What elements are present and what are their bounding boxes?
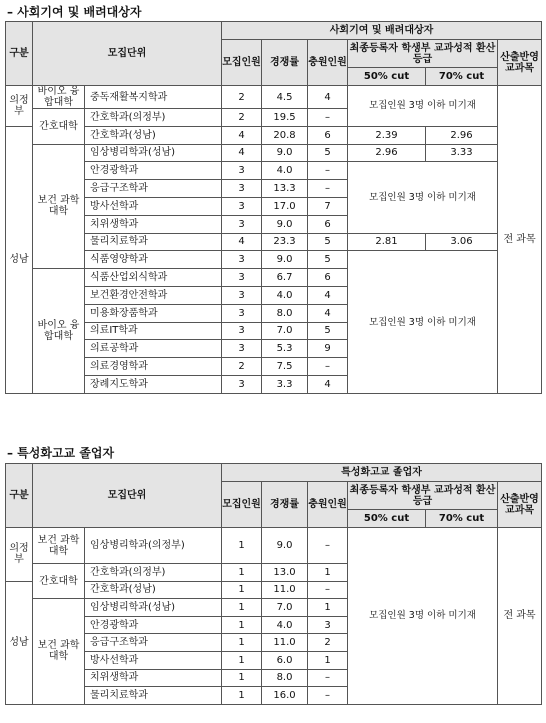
competition-cell: 4.0 (262, 286, 308, 304)
cut50-cell: 2.39 (348, 126, 426, 144)
dept-cell: 장례지도학과 (85, 375, 222, 393)
capacity-cell: 1 (222, 634, 262, 652)
extra-cell: 1 (308, 651, 348, 669)
note-cell: 모집인원 3명 이하 미기재 (348, 162, 498, 233)
dept-cell: 미용화장품학과 (85, 304, 222, 322)
extra-cell: 1 (308, 564, 348, 582)
extra-cell: 2 (308, 634, 348, 652)
extra-cell: 5 (308, 144, 348, 162)
capacity-cell: 4 (222, 126, 262, 144)
capacity-cell: 3 (222, 162, 262, 180)
competition-cell: 11.0 (262, 581, 308, 599)
extra-cell: 4 (308, 375, 348, 393)
competition-cell: 9.0 (262, 528, 308, 564)
capacity-cell: 1 (222, 564, 262, 582)
competition-cell: 7.0 (262, 599, 308, 617)
dept-cell: 간호학과(성남) (85, 126, 222, 144)
extra-cell: 9 (308, 340, 348, 358)
dept-cell: 식품산업외식학과 (85, 269, 222, 287)
competition-cell: 9.0 (262, 144, 308, 162)
dept-cell: 안경광학과 (85, 616, 222, 634)
capacity-cell: 4 (222, 144, 262, 162)
dept-cell: 식품영양학과 (85, 251, 222, 269)
note-cell: 모집인원 3명 이하 미기재 (348, 528, 498, 705)
competition-cell: 4.5 (262, 86, 308, 109)
competition-cell: 19.5 (262, 109, 308, 127)
dept-cell: 응급구조학과 (85, 180, 222, 198)
dept-cell: 중독재활복지학과 (85, 86, 222, 109)
competition-cell: 23.3 (262, 233, 308, 251)
extra-cell: 7 (308, 197, 348, 215)
extra-cell: 5 (308, 233, 348, 251)
capacity-cell: 1 (222, 581, 262, 599)
college-cell: 간호대학 (33, 564, 85, 599)
extra-cell: 5 (308, 322, 348, 340)
college-cell: 보건 과학대학 (33, 599, 85, 705)
capacity-cell: 1 (222, 599, 262, 617)
header-subjects: 산출반영교과목 (498, 40, 542, 86)
extra-cell: – (308, 687, 348, 705)
dept-cell: 보건환경안전학과 (85, 286, 222, 304)
header-group: 사회기여 및 배려대상자 (222, 22, 542, 40)
capacity-cell: 3 (222, 215, 262, 233)
competition-cell: 9.0 (262, 215, 308, 233)
extra-cell: – (308, 358, 348, 376)
capacity-cell: 1 (222, 528, 262, 564)
section2-title: – 특성화고교 졸업자 (7, 446, 115, 460)
dept-cell: 의료공학과 (85, 340, 222, 358)
capacity-cell: 3 (222, 197, 262, 215)
competition-cell: 5.3 (262, 340, 308, 358)
extra-cell: 4 (308, 86, 348, 109)
extra-cell: – (308, 528, 348, 564)
cut70-cell: 3.06 (426, 233, 498, 251)
capacity-cell: 2 (222, 86, 262, 109)
campus-cell: 의정부 (6, 528, 33, 582)
cut70-cell: 3.33 (426, 144, 498, 162)
capacity-cell: 1 (222, 669, 262, 687)
capacity-cell: 1 (222, 651, 262, 669)
social-contribution-table (5, 21, 542, 394)
header-subjects: 산출반영교과목 (498, 482, 542, 528)
competition-cell: 20.8 (262, 126, 308, 144)
dept-cell: 방사선학과 (85, 197, 222, 215)
header-gubun: 구분 (6, 22, 33, 86)
cut50-cell: 2.81 (348, 233, 426, 251)
competition-cell: 4.0 (262, 162, 308, 180)
competition-cell: 16.0 (262, 687, 308, 705)
specialized-hs-table (5, 463, 542, 705)
capacity-cell: 1 (222, 616, 262, 634)
dept-cell: 치위생학과 (85, 215, 222, 233)
extra-cell: 1 (308, 599, 348, 617)
college-cell: 보건 과학대학 (33, 144, 85, 269)
header-cut50: 50% cut (348, 68, 426, 86)
dept-cell: 의료경영학과 (85, 358, 222, 376)
capacity-cell: 3 (222, 375, 262, 393)
subjects-cell: 전 과목 (498, 86, 542, 394)
competition-cell: 7.5 (262, 358, 308, 376)
cut50-cell: 2.96 (348, 144, 426, 162)
dept-cell: 안경광학과 (85, 162, 222, 180)
header-extra: 충원인원 (308, 482, 348, 528)
dept-cell: 임상병리학과(성남) (85, 144, 222, 162)
extra-cell: – (308, 581, 348, 599)
header-competition: 경쟁률 (262, 40, 308, 86)
extra-cell: – (308, 669, 348, 687)
note-cell: 모집인원 3명 이하 미기재 (348, 86, 498, 127)
capacity-cell: 3 (222, 180, 262, 198)
capacity-cell: 3 (222, 340, 262, 358)
dept-cell: 간호학과(의정부) (85, 109, 222, 127)
competition-cell: 3.3 (262, 375, 308, 393)
college-cell: 바이오 융합대학 (33, 86, 85, 109)
extra-cell: 3 (308, 616, 348, 634)
dept-cell: 물리치료학과 (85, 233, 222, 251)
competition-cell: 8.0 (262, 304, 308, 322)
capacity-cell: 2 (222, 358, 262, 376)
header-group: 특성화고교 졸업자 (222, 464, 542, 482)
capacity-cell: 3 (222, 286, 262, 304)
campus-cell: 의정부 (6, 86, 33, 127)
dept-cell: 응급구조학과 (85, 634, 222, 652)
header-competition: 경쟁률 (262, 482, 308, 528)
header-extra: 충원인원 (308, 40, 348, 86)
dept-cell: 간호학과(성남) (85, 581, 222, 599)
extra-cell: 4 (308, 286, 348, 304)
header-final-grade: 최종등록자 학생부 교과성적 환산등급 (348, 40, 498, 68)
dept-cell: 치위생학과 (85, 669, 222, 687)
college-cell: 간호대학 (33, 109, 85, 145)
competition-cell: 4.0 (262, 616, 308, 634)
header-capacity: 모집인원 (222, 482, 262, 528)
competition-cell: 9.0 (262, 251, 308, 269)
extra-cell: – (308, 162, 348, 180)
capacity-cell: 2 (222, 109, 262, 127)
extra-cell: 5 (308, 251, 348, 269)
competition-cell: 13.0 (262, 564, 308, 582)
capacity-cell: 3 (222, 251, 262, 269)
extra-cell: – (308, 109, 348, 127)
extra-cell: 6 (308, 126, 348, 144)
dept-cell: 간호학과(의정부) (85, 564, 222, 582)
note-cell: 모집인원 3명 이하 미기재 (348, 251, 498, 393)
section1-title: – 사회기여 및 배려대상자 (7, 5, 142, 19)
competition-cell: 17.0 (262, 197, 308, 215)
header-cut50: 50% cut (348, 510, 426, 528)
dept-cell: 의료IT학과 (85, 322, 222, 340)
competition-cell: 8.0 (262, 669, 308, 687)
competition-cell: 6.0 (262, 651, 308, 669)
competition-cell: 13.3 (262, 180, 308, 198)
dept-cell: 방사선학과 (85, 651, 222, 669)
header-gubun: 구분 (6, 464, 33, 528)
cut70-cell: 2.96 (426, 126, 498, 144)
capacity-cell: 3 (222, 304, 262, 322)
college-cell: 보건 과학대학 (33, 528, 85, 564)
header-unit: 모집단위 (33, 464, 222, 528)
header-final-grade: 최종등록자 학생부 교과성적 환산등급 (348, 482, 498, 510)
capacity-cell: 3 (222, 269, 262, 287)
extra-cell: – (308, 180, 348, 198)
college-cell: 바이오 융합대학 (33, 269, 85, 394)
competition-cell: 6.7 (262, 269, 308, 287)
extra-cell: 6 (308, 215, 348, 233)
header-cut70: 70% cut (426, 68, 498, 86)
competition-cell: 11.0 (262, 634, 308, 652)
capacity-cell: 4 (222, 233, 262, 251)
dept-cell: 물리치료학과 (85, 687, 222, 705)
extra-cell: 4 (308, 304, 348, 322)
capacity-cell: 3 (222, 322, 262, 340)
header-capacity: 모집인원 (222, 40, 262, 86)
competition-cell: 7.0 (262, 322, 308, 340)
header-cut70: 70% cut (426, 510, 498, 528)
campus-cell: 성남 (6, 126, 33, 393)
capacity-cell: 1 (222, 687, 262, 705)
dept-cell: 임상병리학과(의정부) (85, 528, 222, 564)
dept-cell: 임상병리학과(성남) (85, 599, 222, 617)
extra-cell: 6 (308, 269, 348, 287)
header-unit: 모집단위 (33, 22, 222, 86)
subjects-cell: 전 과목 (498, 528, 542, 705)
campus-cell: 성남 (6, 581, 33, 704)
